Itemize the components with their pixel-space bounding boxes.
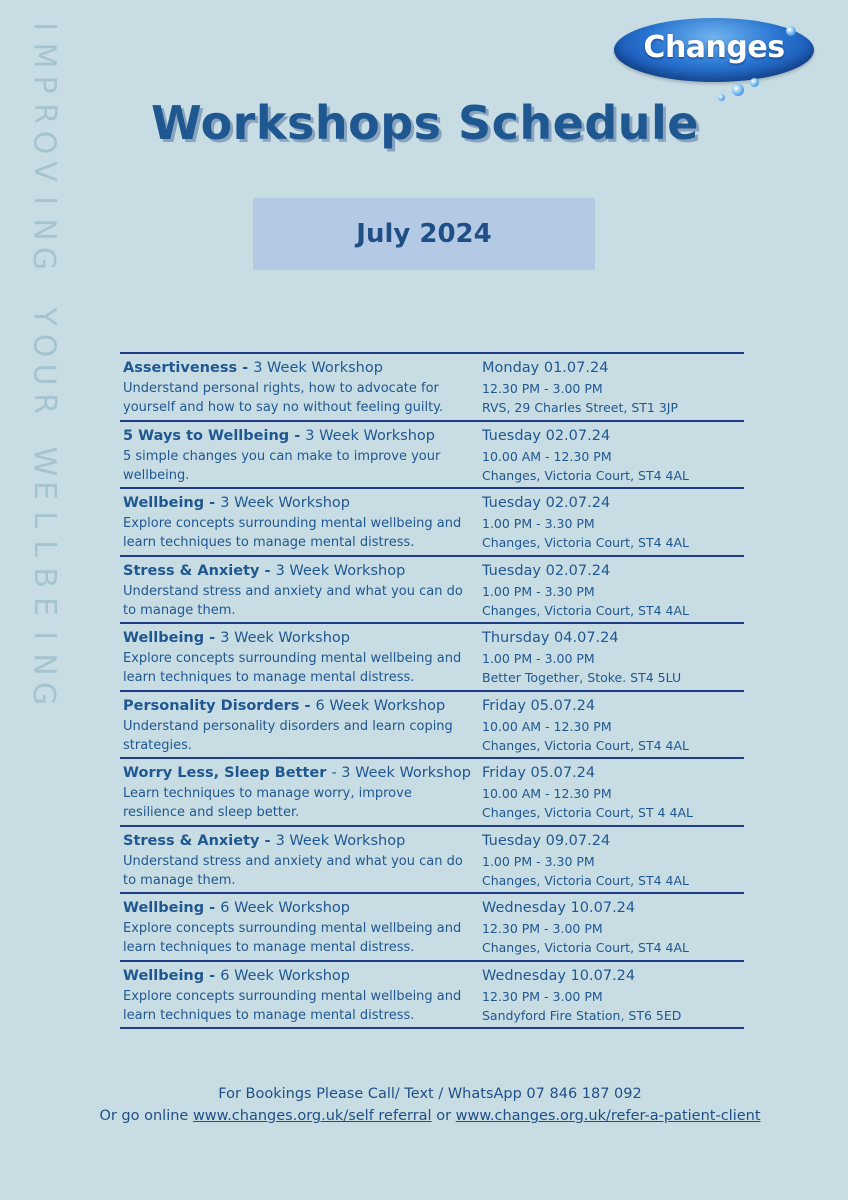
workshop-info <box>123 493 473 552</box>
workshop-details <box>482 358 744 417</box>
workshop-info <box>123 426 473 485</box>
workshop-name: 5 Ways to Wellbeing - <box>123 427 306 444</box>
side-letter: V <box>26 161 62 182</box>
side-letter: Y <box>26 307 62 326</box>
workshop-location: Changes, Victoria Court, ST4 4AL <box>482 535 689 550</box>
changes-logo <box>614 18 814 104</box>
workshop-date: Monday 01.07.24 <box>482 360 609 376</box>
workshop-row <box>120 892 744 960</box>
workshop-location: Sandyford Fire Station, ST6 5ED <box>482 1007 682 1023</box>
workshop-type: 3 Week Workshop <box>220 630 350 646</box>
workshop-info <box>123 358 473 417</box>
side-vertical-slogan <box>14 12 74 708</box>
workshop-date: Wednesday 10.07.24 <box>482 900 636 916</box>
workshop-type: - 3 Week Workshop <box>331 765 471 781</box>
workshop-info <box>123 966 473 1025</box>
workshop-heading <box>123 493 473 513</box>
workshop-heading <box>123 763 473 783</box>
side-letter: M <box>26 42 62 69</box>
workshop-time: 10.00 AM - 12.30 PM <box>482 786 612 801</box>
workshop-info <box>123 628 473 687</box>
workshop-heading <box>123 696 473 716</box>
workshop-name: Wellbeing - <box>123 630 221 646</box>
workshop-info <box>123 696 473 755</box>
side-letter: I <box>26 196 62 205</box>
workshop-date: Friday 05.07.24 <box>482 765 596 781</box>
side-letter: E <box>26 597 62 616</box>
page-title: Workshops Schedule <box>150 96 700 150</box>
side-letter: N <box>26 218 62 241</box>
workshop-row <box>120 420 744 488</box>
workshop-location: Changes, Victoria Court, ST4 4AL <box>482 737 689 753</box>
workshop-location: Changes, Victoria Court, ST 4 4AL <box>482 805 693 820</box>
workshop-heading <box>123 561 473 581</box>
workshop-details <box>482 493 744 552</box>
side-letter: W <box>26 446 62 477</box>
workshop-name: Wellbeing - <box>123 900 221 916</box>
side-letter: R <box>26 393 62 414</box>
workshop-details <box>482 763 744 822</box>
workshop-description: Explore concepts surrounding mental wellbeing and learn techniques to manage mental distress. <box>123 988 462 1023</box>
workshop-time: 12.30 PM - 3.00 PM <box>482 381 603 396</box>
workshop-row <box>120 690 744 758</box>
workshop-time: 12.30 PM - 3.00 PM <box>482 921 603 936</box>
workshop-heading <box>123 831 473 851</box>
workshop-name: Assertiveness - <box>123 360 254 376</box>
workshop-description: Understand personality disorders and learn coping strategies. <box>123 718 453 753</box>
workshop-date: Tuesday 02.07.24 <box>482 427 611 444</box>
workshop-row <box>120 555 744 623</box>
logo-bubble-icon <box>750 78 759 87</box>
workshop-heading <box>123 898 473 918</box>
workshop-details <box>482 831 744 890</box>
workshop-time: 10.00 AM - 12.30 PM <box>482 718 612 734</box>
workshop-name: Worry Less, Sleep Better <box>123 765 332 781</box>
month-banner <box>253 198 595 270</box>
workshop-location: Changes, Victoria Court, ST4 4AL <box>482 872 689 888</box>
workshop-type: 6 Week Workshop <box>315 697 446 714</box>
side-letter: N <box>26 653 62 676</box>
workshop-type: 6 Week Workshop <box>220 900 350 916</box>
side-letter: I <box>26 22 62 31</box>
workshop-date: Tuesday 02.07.24 <box>482 562 611 579</box>
side-letter: O <box>26 130 62 155</box>
workshop-location: Better Together, Stoke. ST4 5LU <box>482 670 682 685</box>
workshop-details <box>482 628 744 687</box>
workshop-info <box>123 561 473 620</box>
workshop-date: Thursday 04.07.24 <box>482 630 619 646</box>
logo-text: Changes <box>643 30 785 65</box>
workshop-type: 3 Week Workshop <box>275 832 406 849</box>
workshop-heading <box>123 966 473 986</box>
workshop-description: Explore concepts surrounding mental wellbeing and learn techniques to manage mental distress. <box>123 921 462 955</box>
workshop-location: Changes, Victoria Court, ST4 4AL <box>482 940 689 955</box>
workshop-info <box>123 831 473 890</box>
workshop-description: Learn techniques to manage worry, improve resilience and sleep better. <box>123 786 412 820</box>
booking-contact-line: For Bookings Please Call/ Text / WhatsApp 07 846 187 092 <box>218 1086 642 1102</box>
workshop-name: Wellbeing - <box>123 967 221 984</box>
side-letter: G <box>26 681 62 706</box>
side-letter: P <box>26 75 62 94</box>
workshop-type: 3 Week Workshop <box>305 427 435 444</box>
workshop-date: Tuesday 02.07.24 <box>482 495 611 511</box>
workshop-schedule <box>120 352 744 1029</box>
refer-patient-link[interactable]: www.changes.org.uk/refer-a-patient-client <box>455 1108 761 1124</box>
workshop-description: 5 simple changes you can make to improve your wellbeing. <box>123 448 441 483</box>
self-referral-link[interactable]: www.changes.org.uk/self referral <box>192 1108 432 1124</box>
workshop-type: 3 Week Workshop <box>275 562 406 579</box>
workshop-time: 1.00 PM - 3.00 PM <box>482 651 595 666</box>
workshop-row <box>120 352 744 420</box>
workshop-date: Tuesday 09.07.24 <box>482 832 611 849</box>
workshop-name: Wellbeing - <box>123 495 221 511</box>
workshop-details <box>482 561 744 620</box>
workshop-info <box>123 898 473 957</box>
workshop-heading <box>123 358 473 378</box>
online-prefix: Or go online <box>99 1108 193 1124</box>
booking-online-line <box>80 1105 780 1127</box>
online-middle: or <box>431 1108 456 1124</box>
workshop-description: Explore concepts surrounding mental wellbeing and learn techniques to manage mental distress. <box>123 516 462 550</box>
workshop-time: 10.00 AM - 12.30 PM <box>482 448 612 464</box>
logo-bubble-icon <box>732 84 744 96</box>
side-letter: U <box>26 363 62 386</box>
workshop-row <box>120 960 744 1030</box>
workshop-heading <box>123 628 473 648</box>
side-letter: L <box>26 540 62 557</box>
side-letter: I <box>26 631 62 640</box>
workshop-heading <box>123 426 473 446</box>
side-letter: G <box>26 246 62 271</box>
workshop-type: 3 Week Workshop <box>253 360 383 376</box>
workshop-location: Changes, Victoria Court, ST4 4AL <box>482 467 689 483</box>
workshop-description: Understand stress and anxiety and what you can do to manage them. <box>123 853 463 888</box>
booking-footer <box>80 1083 780 1127</box>
workshop-type: 3 Week Workshop <box>220 495 350 511</box>
workshop-location: RVS, 29 Charles Street, ST1 3JP <box>482 400 679 415</box>
side-letter: O <box>26 333 62 358</box>
workshop-time: 12.30 PM - 3.00 PM <box>482 988 603 1004</box>
workshop-details <box>482 966 744 1025</box>
logo-bubble-icon <box>786 26 796 36</box>
workshop-date: Wednesday 10.07.24 <box>482 967 636 984</box>
workshop-name: Stress & Anxiety - <box>123 832 276 849</box>
workshop-type: 6 Week Workshop <box>220 967 350 984</box>
workshop-details <box>482 696 744 755</box>
side-letter: B <box>26 567 62 588</box>
workshop-time: 1.00 PM - 3.30 PM <box>482 583 595 599</box>
workshop-date: Friday 05.07.24 <box>482 697 596 714</box>
workshop-time: 1.00 PM - 3.30 PM <box>482 516 595 531</box>
workshop-description: Explore concepts surrounding mental wellbeing and learn techniques to manage mental distress. <box>123 651 462 685</box>
side-letter: E <box>26 481 62 500</box>
workshop-name: Personality Disorders - <box>123 697 316 714</box>
workshop-row <box>120 622 744 690</box>
month-label: July 2024 <box>356 219 492 249</box>
workshop-row <box>120 487 744 555</box>
workshop-time: 1.00 PM - 3.30 PM <box>482 853 595 869</box>
workshop-row <box>120 757 744 825</box>
workshop-name: Stress & Anxiety - <box>123 562 276 579</box>
workshop-description: Understand stress and anxiety and what you can do to manage them. <box>123 583 463 618</box>
workshop-row <box>120 825 744 893</box>
workshop-location: Changes, Victoria Court, ST4 4AL <box>482 602 689 618</box>
workshop-description: Understand personal rights, how to advocate for yourself and how to say no without feeling guilty. <box>123 381 444 415</box>
workshop-details <box>482 898 744 957</box>
side-letter: L <box>26 511 62 528</box>
workshop-info <box>123 763 473 822</box>
workshop-details <box>482 426 744 485</box>
side-letter: R <box>26 103 62 124</box>
